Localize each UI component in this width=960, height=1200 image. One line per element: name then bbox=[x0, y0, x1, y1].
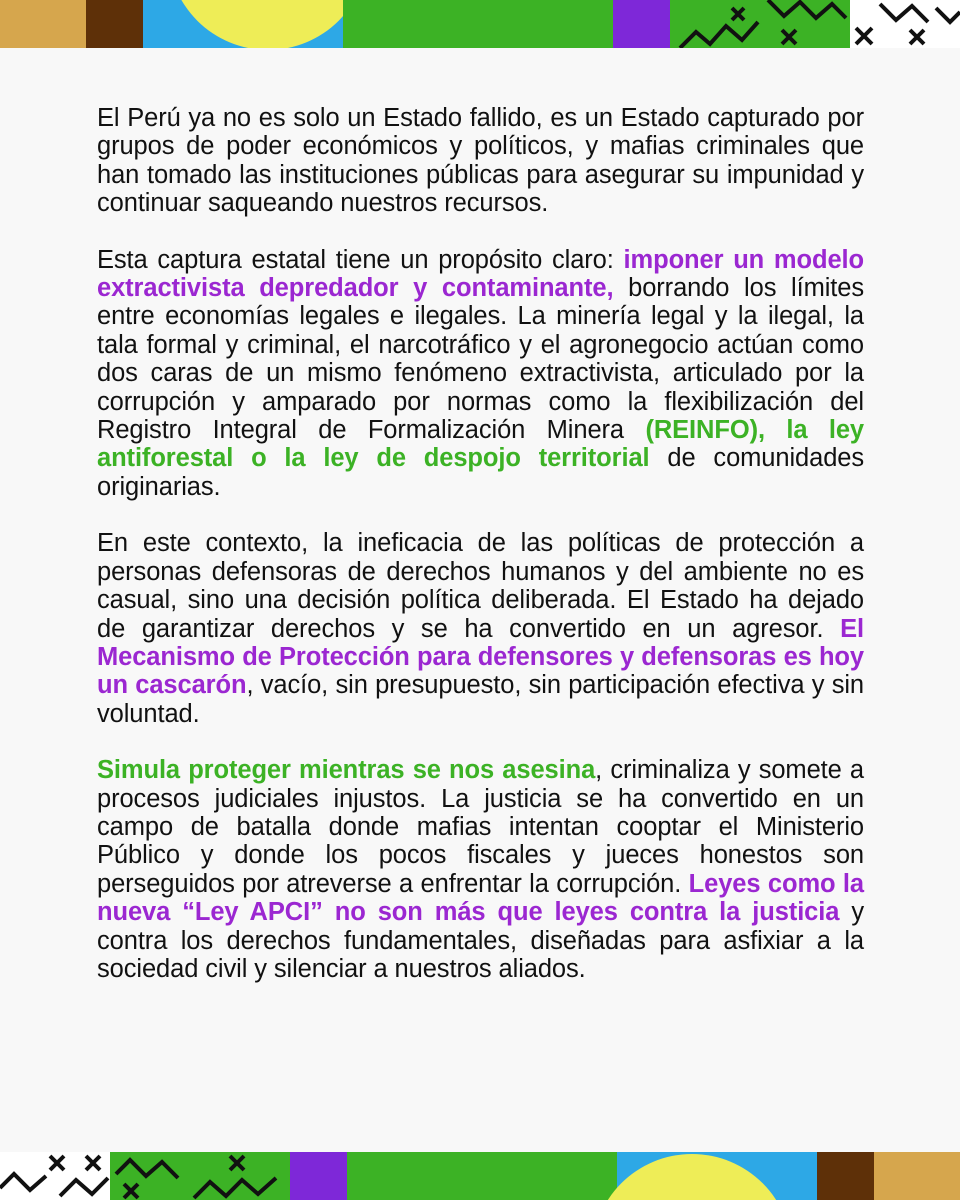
paragraph-4-text-a: , criminaliza y somete a procesos judiciales injustos. La justicia se ha convertido en un campo de batalla donde mafias intentan cooptar el Ministerio Público y donde los pocos fiscales y jueces honestos son perseguidos por atreverse a enfrentar la corrupción. bbox=[97, 756, 864, 898]
paragraph-2-text-a: Esta captura estatal tiene un propósito claro: bbox=[97, 245, 624, 274]
article-text bbox=[97, 104, 864, 1011]
band-block-green bbox=[343, 0, 613, 48]
band-block-tan bbox=[0, 0, 86, 48]
paragraph-2-text-b: borrando los límites entre economías legales e ilegales. La minería legal y la ilegal, la tala formal y criminal, el narcotráfico y el agronegocio actúan como dos caras de un mismo fenómeno extractivista, articulado por la corrupción y amparado por normas como la flexibilización del Registro Integral de Formalización Minera bbox=[97, 274, 864, 445]
paragraph-4-highlight-green: Simula proteger mientras se nos asesina bbox=[97, 756, 596, 785]
paragraph-2 bbox=[97, 246, 864, 502]
bottom-decorative-band bbox=[0, 1152, 960, 1200]
paragraph-2-text-c: de comunidades originarias. bbox=[97, 444, 865, 501]
paragraph-3 bbox=[97, 529, 864, 728]
cross-pattern-icon bbox=[850, 0, 960, 48]
band-block-green-pattern bbox=[110, 1152, 290, 1200]
top-decorative-band bbox=[0, 0, 960, 48]
band-block-green-pattern bbox=[670, 0, 850, 48]
zigzag-pattern-icon bbox=[110, 1152, 290, 1200]
paragraph-1-text: El Perú ya no es solo un Estado fallido, es un Estado capturado por grupos de poder económicos y políticos, y mafias criminales que han tomado las instituciones públicas para asegurar su impunidad y continuar saqueando nuestros recursos. bbox=[97, 104, 864, 218]
band-block-purple bbox=[613, 0, 670, 48]
band-block-white-pattern bbox=[850, 0, 960, 48]
band-block-tan bbox=[874, 1152, 960, 1200]
paragraph-4-highlight-purple: Leyes como la nueva “Ley APCI” no son más que leyes contra la justicia bbox=[97, 869, 864, 927]
zigzag-pattern-icon bbox=[670, 0, 850, 48]
band-block-purple bbox=[290, 1152, 347, 1200]
paragraph-4 bbox=[97, 756, 864, 983]
band-block-white-pattern bbox=[0, 1152, 110, 1200]
band-block-brown bbox=[817, 1152, 874, 1200]
paragraph-1 bbox=[97, 104, 864, 218]
band-block-green bbox=[347, 1152, 617, 1200]
paragraph-2-highlight-green: (REINFO), la ley antiforestal o la ley de despojo territorial bbox=[97, 416, 864, 473]
yellow-circle-shape bbox=[168, 0, 368, 48]
paragraph-3-text-b: , vacío, sin presupuesto, sin participación efectiva y sin voluntad. bbox=[97, 671, 864, 728]
cross-pattern-icon bbox=[0, 1152, 110, 1200]
band-block-blue bbox=[617, 1152, 817, 1200]
paragraph-3-text-a: En este contexto, la ineficacia de las políticas de protección a personas defensoras de derechos humanos y del ambiente no es casual, sino una decisión política deliberada. El Estado ha dejado de garantizar derechos y se ha convertido en un agresor. bbox=[97, 529, 864, 643]
paragraph-3-highlight-purple: El Mecanismo de Protección para defensores y defensoras es hoy un cascarón bbox=[97, 614, 864, 700]
paragraph-4-text-b: y contra los derechos fundamentales, diseñadas para asfixiar a la sociedad civil y silenciar a nuestros aliados. bbox=[97, 898, 865, 983]
yellow-circle-shape bbox=[592, 1154, 792, 1200]
band-block-brown bbox=[86, 0, 143, 48]
paragraph-2-highlight-purple: imponer un modelo extractivista depredador y contaminante, bbox=[97, 245, 864, 303]
band-block-blue bbox=[143, 0, 343, 48]
